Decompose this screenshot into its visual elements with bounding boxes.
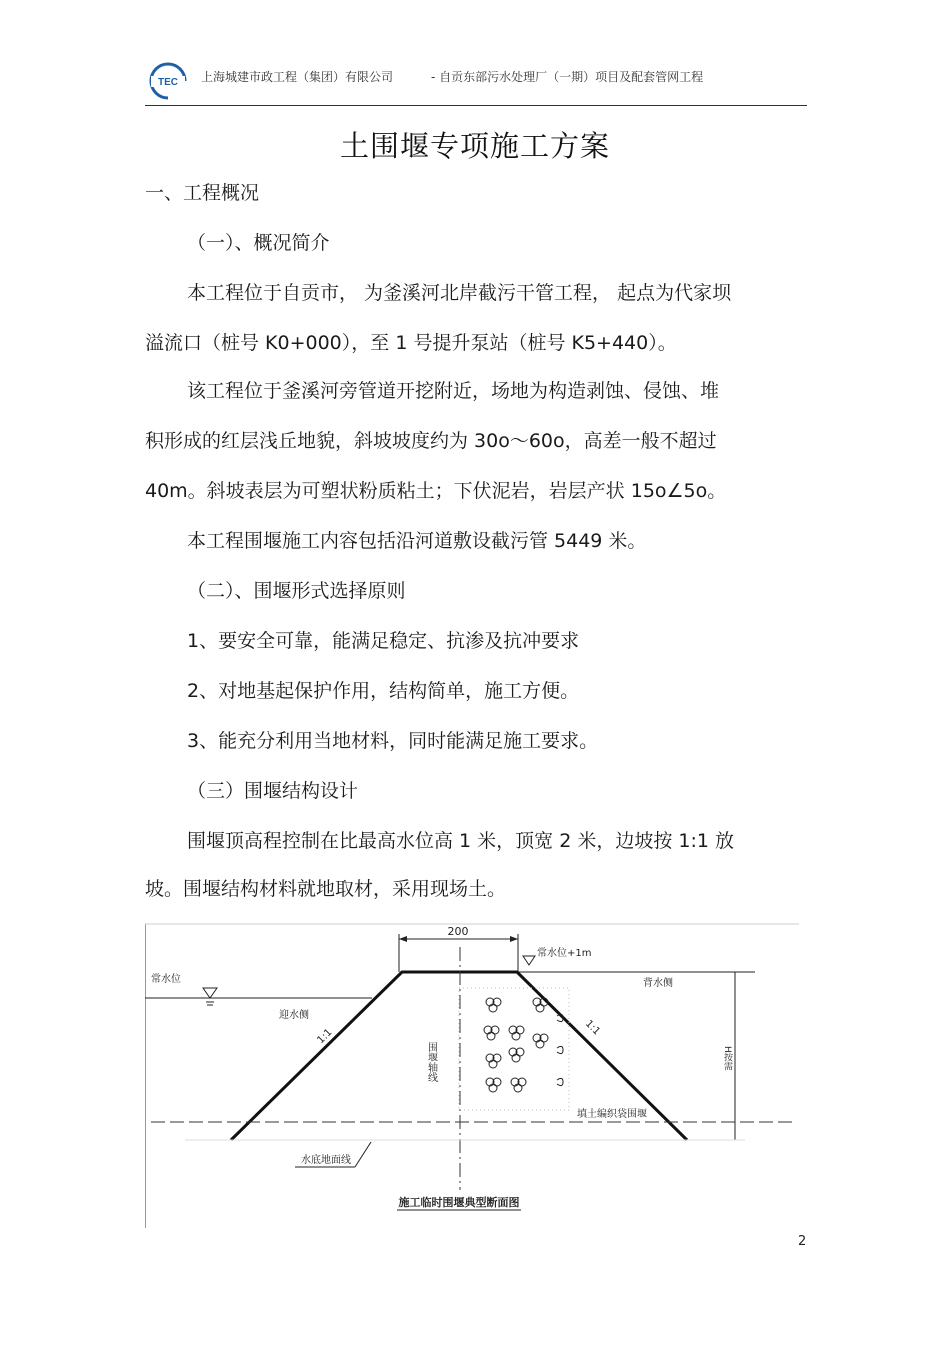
- water-level-left-label: 常水位: [151, 974, 181, 985]
- dimension-arrow: [399, 936, 407, 942]
- company-logo: [145, 62, 191, 100]
- riverbed-label: 水底地面线: [301, 1155, 351, 1166]
- ground-label-leader: [355, 1142, 371, 1167]
- subsection-heading-summary: （一）、概况简介: [187, 232, 330, 254]
- upstream-side-label: 迎水侧: [279, 1010, 309, 1021]
- paragraph-line: 40m。斜坡表层为可塑状粉质粘土；下伏泥岩，岩层产状 15o∠5o。: [145, 480, 727, 502]
- logo-text: TEC: [158, 77, 178, 88]
- document-title: 土围堰专项施工方案: [339, 129, 610, 163]
- list-item: 1、要安全可靠，能满足稳定、抗渗及抗冲要求: [187, 630, 580, 652]
- figure-caption: 施工临时围堰典型断面图: [398, 1196, 520, 1209]
- section-heading-overview: 一、工程概况: [145, 182, 260, 204]
- water-level-right-label: 常水位+1m: [537, 948, 592, 959]
- top-width-label: 200: [447, 925, 469, 938]
- list-item: 2、对地基起保护作用，结构简单，施工方便。: [187, 680, 580, 702]
- water-level-marker-left: [203, 988, 217, 998]
- paragraph-line: 该工程位于釜溪河旁管道开挖附近，场地为构造剥蚀、侵蚀、堆: [187, 380, 720, 402]
- header-divider: [145, 105, 807, 106]
- company-name: 上海城建市政工程（集团）有限公司: [201, 70, 394, 84]
- paragraph-line: 积形成的红层浅丘地貌，斜坡坡度约为 30o～60o，高差一般不超过: [145, 430, 717, 452]
- paragraph-line: 坡。围堰结构材料就地取材，采用现场土。: [145, 878, 507, 900]
- paragraph-line: 本工程位于自贡市， 为釜溪河北岸截污干管工程， 起点为代家坝: [187, 282, 732, 304]
- paragraph-line: 溢流口（桩号 K0+000），至 1 号提升泵站（桩号 K5+440）。: [145, 332, 677, 354]
- subsection-heading-principles: （二）、围堰形式选择原则: [187, 580, 406, 602]
- list-item: 3、能充分利用当地材料，同时能满足施工要求。: [187, 730, 599, 752]
- sandbag-fill-label: 填土编织袋围堰: [577, 1109, 647, 1120]
- subsection-heading-design: （三）围堰结构设计: [187, 780, 359, 802]
- water-level-marker-right: [523, 956, 535, 965]
- page-header: [145, 58, 807, 108]
- downstream-side-label: 背水侧: [643, 978, 673, 989]
- height-label: H按需: [722, 1046, 732, 1071]
- page-number: 2: [798, 1234, 807, 1249]
- paragraph-line: 围堰顶高程控制在比最高水位高 1 米，顶宽 2 米，边坡按 1:1 放: [187, 830, 734, 852]
- centerline-label: 围堰轴线: [425, 1042, 437, 1082]
- left-slope-label: 1:1: [315, 1026, 335, 1047]
- paragraph-line: 本工程围堰施工内容包括沿河道敷设截污管 5449 米。: [187, 530, 647, 552]
- cofferdam-section-figure: [145, 922, 799, 1230]
- project-name: - 自贡东部污水处理厂（一期）项目及配套管网工程: [431, 70, 704, 84]
- dimension-arrow: [510, 936, 518, 942]
- right-slope-label: 1:1: [582, 1018, 603, 1038]
